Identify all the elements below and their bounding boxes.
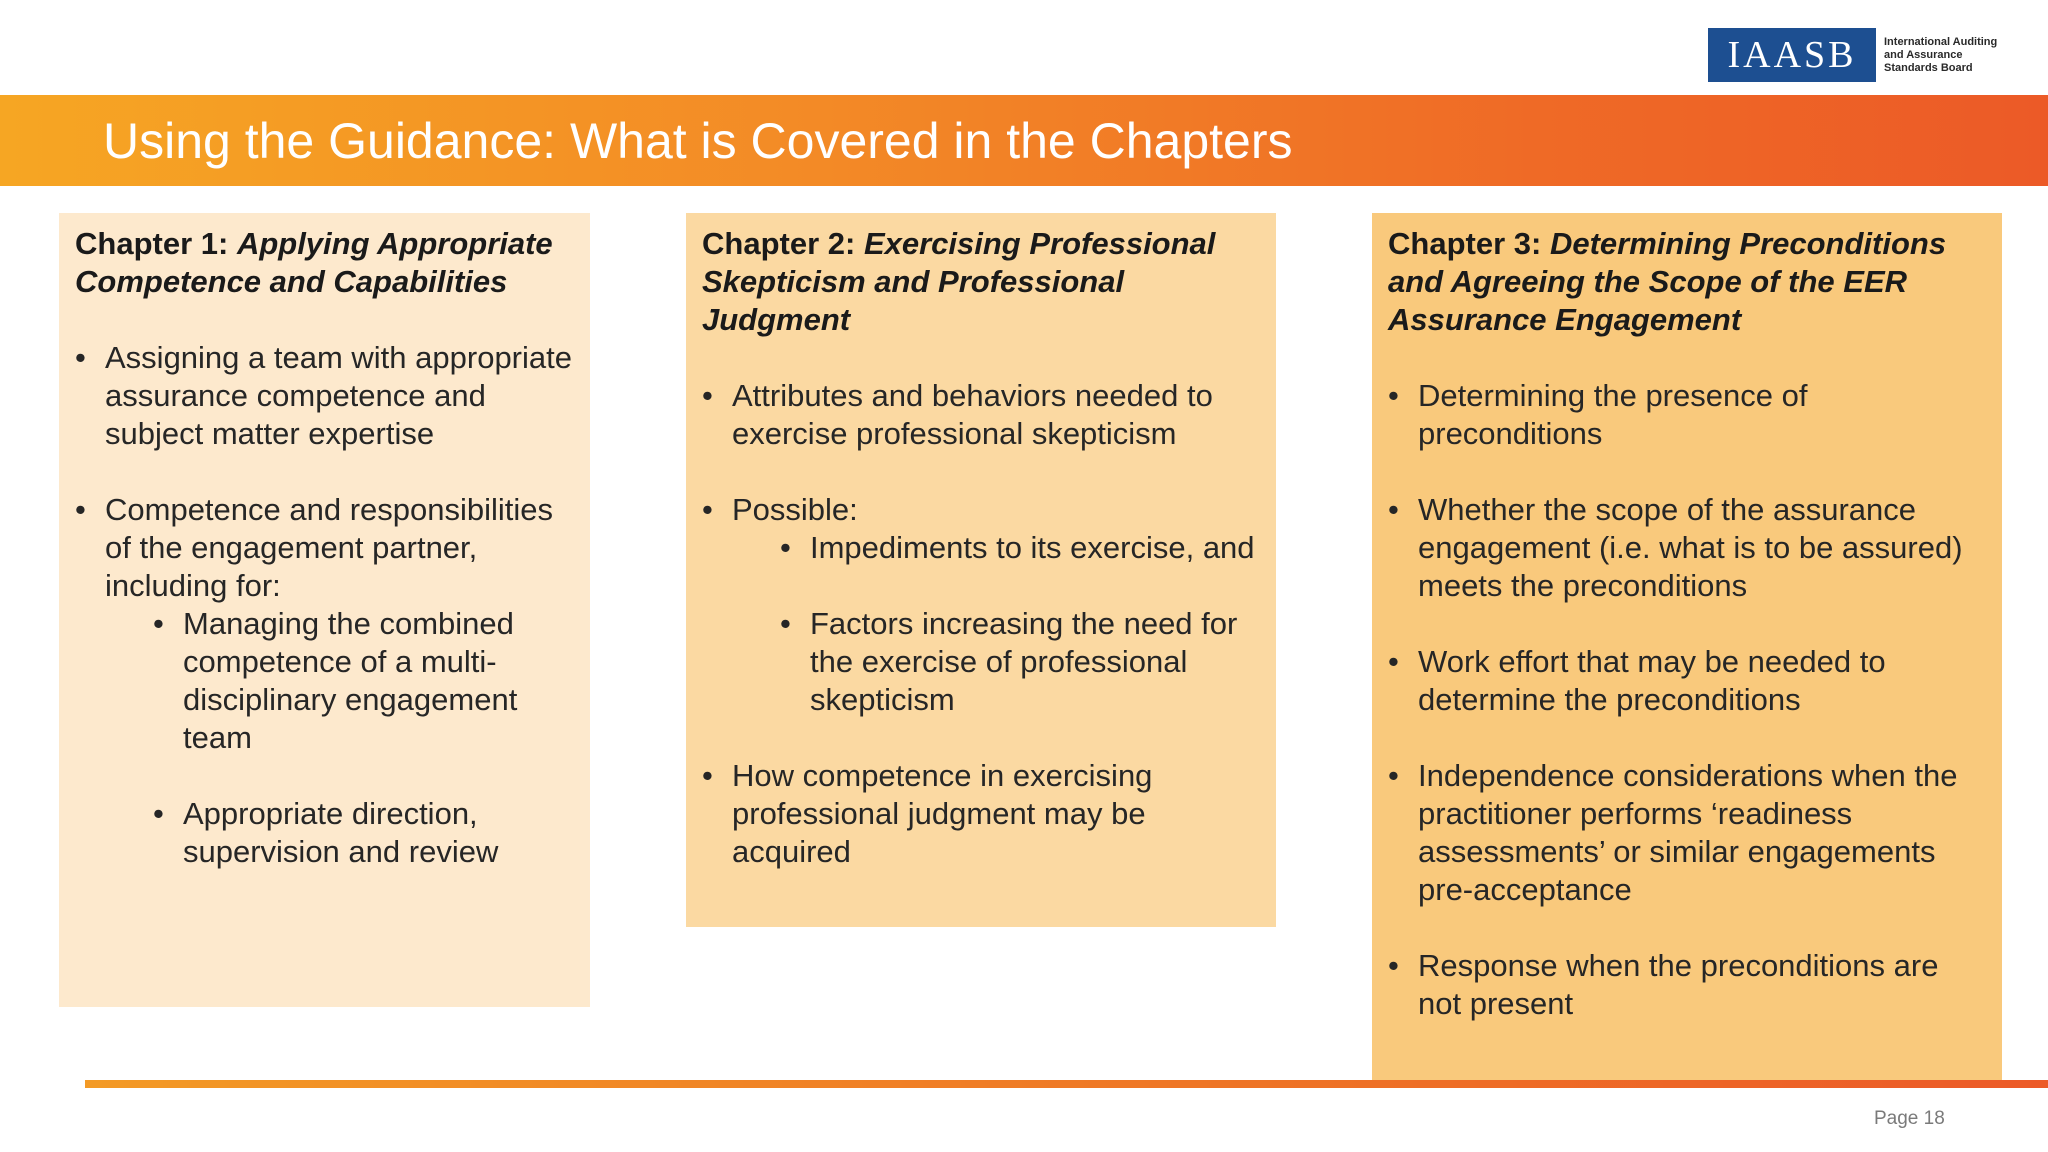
bullet-text: Competence and responsibilities of the engagement partner, including for: (105, 492, 554, 603)
bullet-item: • Response when the preconditions are not present (1388, 947, 1986, 1023)
bullet-text: Attributes and behaviors needed to exercise professional skepticism (732, 378, 1213, 451)
bullet-item: • Independence considerations when the practitioner performs ‘readiness assessments’ or similar engagements pre-acceptance (1388, 757, 1986, 909)
sub-bullet-list (732, 529, 1260, 719)
sub-bullet-list (105, 605, 574, 871)
bullet-item (702, 491, 1260, 719)
logo-line: Standards Board (1884, 61, 1973, 74)
bullet-item (75, 491, 574, 871)
chapter-1-panel (59, 213, 590, 1007)
slide-title: Using the Guidance: What is Covered in the Chapters (103, 113, 1293, 169)
title-bar (0, 95, 2048, 186)
bullet-list (75, 339, 574, 871)
logo-line: and Assurance (1884, 48, 1963, 61)
bullet-item (75, 339, 574, 453)
sub-bullet-item: • Factors increasing the need for the exercise of professional skepticism (780, 605, 1260, 719)
sub-bullet-item: • Impediments to its exercise, and (780, 529, 1260, 567)
sub-bullet-item: • Managing the combined competence of a multi-disciplinary engagement team (153, 605, 574, 757)
chapter-number: Chapter 3: (1388, 226, 1542, 261)
chapter-name: Exercising Professional Skepticism and Professional Judgment (702, 226, 1216, 337)
page-number: Page 18 (1874, 1108, 1945, 1129)
logo-line: International Auditing (1884, 35, 1998, 48)
logo-text (1884, 36, 2014, 75)
bullet-item: • Work effort that may be needed to determine the preconditions (1388, 643, 1986, 719)
chapter-3-panel (1372, 213, 2002, 1084)
chapter-heading (702, 225, 1260, 339)
bullet-list (1388, 377, 1986, 1023)
logo-mark: IAASB (1708, 28, 1876, 82)
bullet-item (702, 757, 1260, 871)
sub-bullet-item: • Appropriate direction, supervision and review (153, 795, 574, 871)
chapter-number: Chapter 1: (75, 226, 229, 261)
chapter-name: Applying Appropriate Competence and Capabilities (75, 226, 553, 299)
footer-rule (85, 1080, 2048, 1088)
chapter-heading (75, 225, 574, 301)
chapter-number: Chapter 2: (702, 226, 856, 261)
bullet-item: • Determining the presence of preconditions (1388, 377, 1986, 453)
bullet-text: Assigning a team with appropriate assurance competence and subject matter expertise (105, 340, 572, 451)
bullet-text: How competence in exercising professional judgment may be acquired (732, 758, 1153, 869)
bullet-item (702, 377, 1260, 453)
iaasb-logo (1708, 28, 2014, 82)
bullet-item: • Whether the scope of the assurance engagement (i.e. what is to be assured) meets the preconditions (1388, 491, 1986, 605)
bullet-text: Possible: (732, 492, 858, 527)
chapter-heading (1388, 225, 1986, 339)
bullet-list (702, 377, 1260, 871)
chapter-name: Determining Preconditions and Agreeing the Scope of the EER Assurance Engagement (1388, 226, 1947, 337)
chapter-2-panel (686, 213, 1276, 927)
